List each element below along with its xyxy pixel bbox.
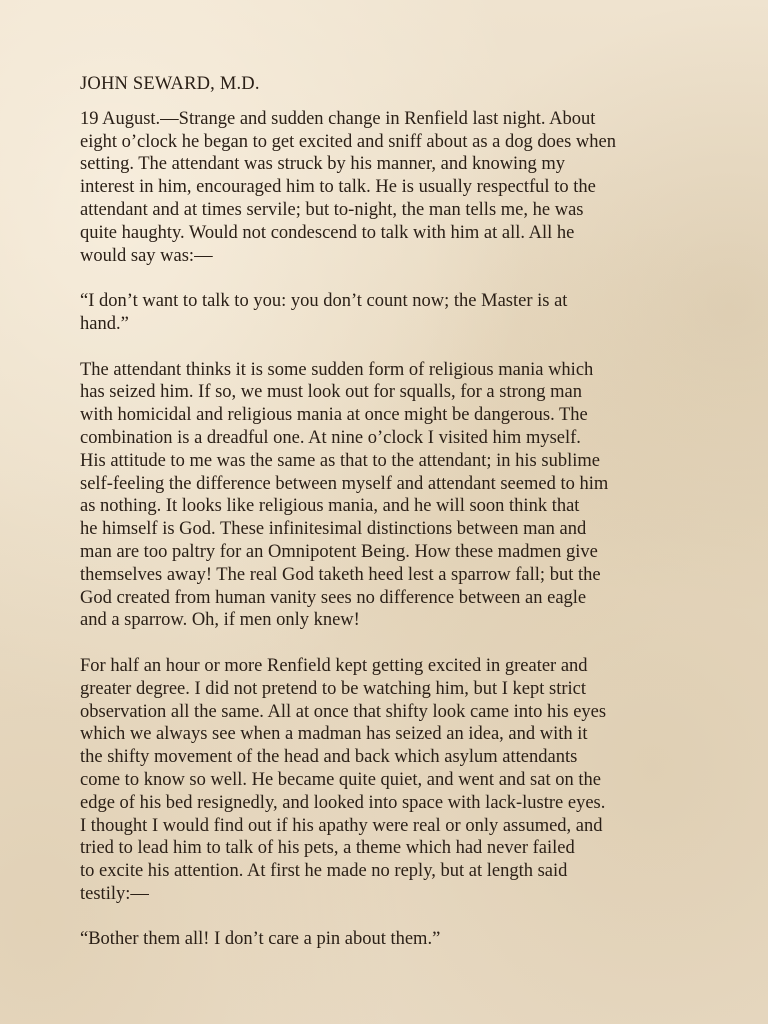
paragraph-3: The attendant thinks it is some sudden form of religious mania which has seized him. If so, we must look out for squalls, for a strong man with homicidal and religious mania at once might be dangerous. The combination is a dreadful one. At nine o’clock I visited him myself. His attitude to me was the same as that to the attendant; in his sublime self-feeling the difference between myself and attendant seemed to him as nothing. It looks like religious mania, and he will soon think that he himself is God. These infinitesimal distinctions between man and man are too paltry for an Omnipotent Being. How these madmen give themselves away! The real God taketh heed lest a sparrow fall; but the God created from human vanity sees no difference between an eagle and a sparrow. Oh, if men only knew! — [80, 359, 609, 631]
paragraph-1: 19 August.—Strange and sudden change in Renfield last night. About eight o’clock he began to get excited and sniff about as a dog does when setting. The attendant was struck by his manner, and knowing my interest in him, encouraged him to talk. He is usually respectful to the attendant and at times servile; but to-night, the man tells me, he was quite haughty. Would not condescend to talk with him at all. All he would say was:— — [80, 108, 616, 266]
paragraph-4: For half an hour or more Renfield kept getting excited in greater and greater degree. I did not pretend to be watching him, but I kept strict observation all the same. All at once that shifty look came into his eyes which we always see when a madman has seized an idea, and with it the shifty movement of the head and back which asylum attendants come to know so well. He became quite quiet, and went and sat on the edge of his bed resignedly, and looked into space with lack-lustre eyes. I thought I would find out if his apathy were real or only assumed, and tried to lead him to talk of his pets, a theme which had never failed to excite his attention. At first he made no reply, but at length said testily:— — [80, 655, 607, 904]
document-heading: JOHN SEWARD, M.D. — [80, 74, 260, 94]
paragraph-5: “Bother them all! I don’t care a pin about them.” — [80, 929, 441, 950]
paragraph-2: “I don’t want to talk to you: you don’t count now; the Master is at hand.” — [80, 291, 568, 334]
document-body — [80, 73, 704, 974]
